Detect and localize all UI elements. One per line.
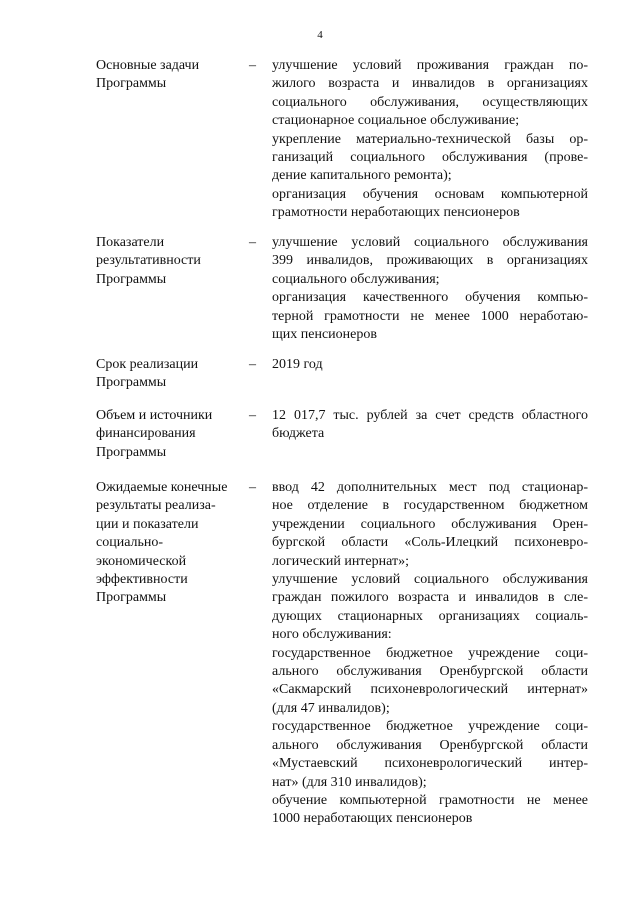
label-line: результаты реализа- bbox=[96, 498, 216, 514]
row-label bbox=[96, 234, 246, 289]
content-line: щих пенсионеров bbox=[272, 327, 377, 343]
dash: – bbox=[249, 480, 256, 495]
dash: – bbox=[249, 408, 256, 423]
label-line: Основные задачи bbox=[96, 58, 200, 73]
page-number: 4 bbox=[317, 29, 323, 41]
content-line: ального обслуживания Оренбургской области bbox=[272, 664, 588, 680]
label-line: ции и показатели bbox=[96, 516, 199, 532]
content-line: обучение компьютерной грамотности не менее bbox=[272, 792, 588, 808]
label-line: Показатели bbox=[96, 235, 165, 250]
label-line: Программы bbox=[96, 444, 167, 460]
content-line: 12 017,7 тыс. рублей за счет средств областного bbox=[272, 408, 588, 423]
content-line: «Мустаевский психоневрологический интер- bbox=[272, 756, 588, 772]
content-line: улучшение условий социального обслуживания bbox=[272, 572, 588, 588]
row-content bbox=[272, 479, 588, 829]
label-line: эффективности bbox=[96, 572, 188, 588]
content-line: учреждении социального обслуживания Орен- bbox=[272, 516, 588, 532]
content-line: жилого возраста и инвалидов в организациях bbox=[272, 76, 588, 92]
content-line: стационарное социальное обслуживание; bbox=[272, 113, 520, 129]
label-line: Программы bbox=[96, 375, 167, 391]
content-line: дующих стационарных организациях социаль- bbox=[272, 608, 588, 624]
label-line: экономической bbox=[96, 553, 187, 569]
row-content bbox=[272, 234, 588, 344]
row-content bbox=[272, 407, 588, 444]
content-line: 1000 неработающих пенсионеров bbox=[272, 811, 473, 827]
content-line: граждан пожилого возраста и инвалидов в сле- bbox=[272, 590, 588, 606]
content-line: дение капитального ремонта); bbox=[272, 168, 452, 184]
label-line: Программы bbox=[96, 76, 167, 92]
content-line: бургской области «Соль-Илецкий психоневро- bbox=[272, 535, 588, 551]
content-line: 2019 год bbox=[272, 357, 323, 372]
content-line: ганизаций социального обслуживания (прове- bbox=[272, 150, 588, 166]
content-line: нат» (для 310 инвалидов); bbox=[272, 774, 427, 790]
content-line: ввод 42 дополнительных мест под стационар- bbox=[272, 480, 588, 495]
row-content bbox=[272, 57, 588, 223]
row-label bbox=[96, 407, 246, 462]
content-line: (для 47 инвалидов); bbox=[272, 700, 390, 716]
dash: – bbox=[249, 357, 256, 372]
dash: – bbox=[249, 58, 256, 73]
label-line: Программы bbox=[96, 590, 167, 606]
content-line: социального обслуживания, осуществляющих bbox=[272, 94, 588, 110]
content-line: ного обслуживания: bbox=[272, 627, 392, 643]
content-line: ального обслуживания Оренбургской области bbox=[272, 737, 588, 753]
content-line: ное отделение в государственном бюджетном bbox=[272, 498, 588, 514]
content-line: государственное бюджетное учреждение соци- bbox=[272, 645, 588, 661]
label-line: Ожидаемые конечные bbox=[96, 480, 228, 495]
content-line: улучшение условий проживания граждан по- bbox=[272, 58, 588, 73]
content-line: социального обслуживания; bbox=[272, 271, 440, 287]
label-line: финансирования bbox=[96, 426, 196, 442]
content-line: организация обучения основам компьютерной bbox=[272, 186, 588, 202]
content-line: улучшение условий социального обслуживания bbox=[272, 235, 588, 250]
label-line: Объем и источники bbox=[96, 408, 213, 423]
content-line: укрепление материально-технической базы ор- bbox=[272, 131, 588, 147]
content-line: грамотности неработающих пенсионеров bbox=[272, 205, 520, 221]
content-line: 399 инвалидов, проживающих в организациях bbox=[272, 253, 588, 269]
dash: – bbox=[249, 235, 256, 250]
label-line: Программы bbox=[96, 271, 167, 287]
row-label bbox=[96, 479, 246, 608]
label-line: результативности bbox=[96, 253, 201, 269]
row-label bbox=[96, 57, 246, 94]
content-line: логический интернат»; bbox=[272, 553, 409, 569]
content-line: бюджета bbox=[272, 426, 325, 442]
row-label bbox=[96, 356, 246, 393]
label-line: социально- bbox=[96, 535, 164, 551]
content-line: «Сакмарский психоневрологический интернат» bbox=[272, 682, 588, 698]
content-line: организация качественного обучения компью- bbox=[272, 290, 588, 306]
content-line: терной грамотности не менее 1000 неработаю- bbox=[272, 308, 588, 324]
content-line: государственное бюджетное учреждение соци- bbox=[272, 719, 588, 735]
row-content bbox=[272, 356, 588, 374]
label-line: Срок реализации bbox=[96, 357, 199, 372]
